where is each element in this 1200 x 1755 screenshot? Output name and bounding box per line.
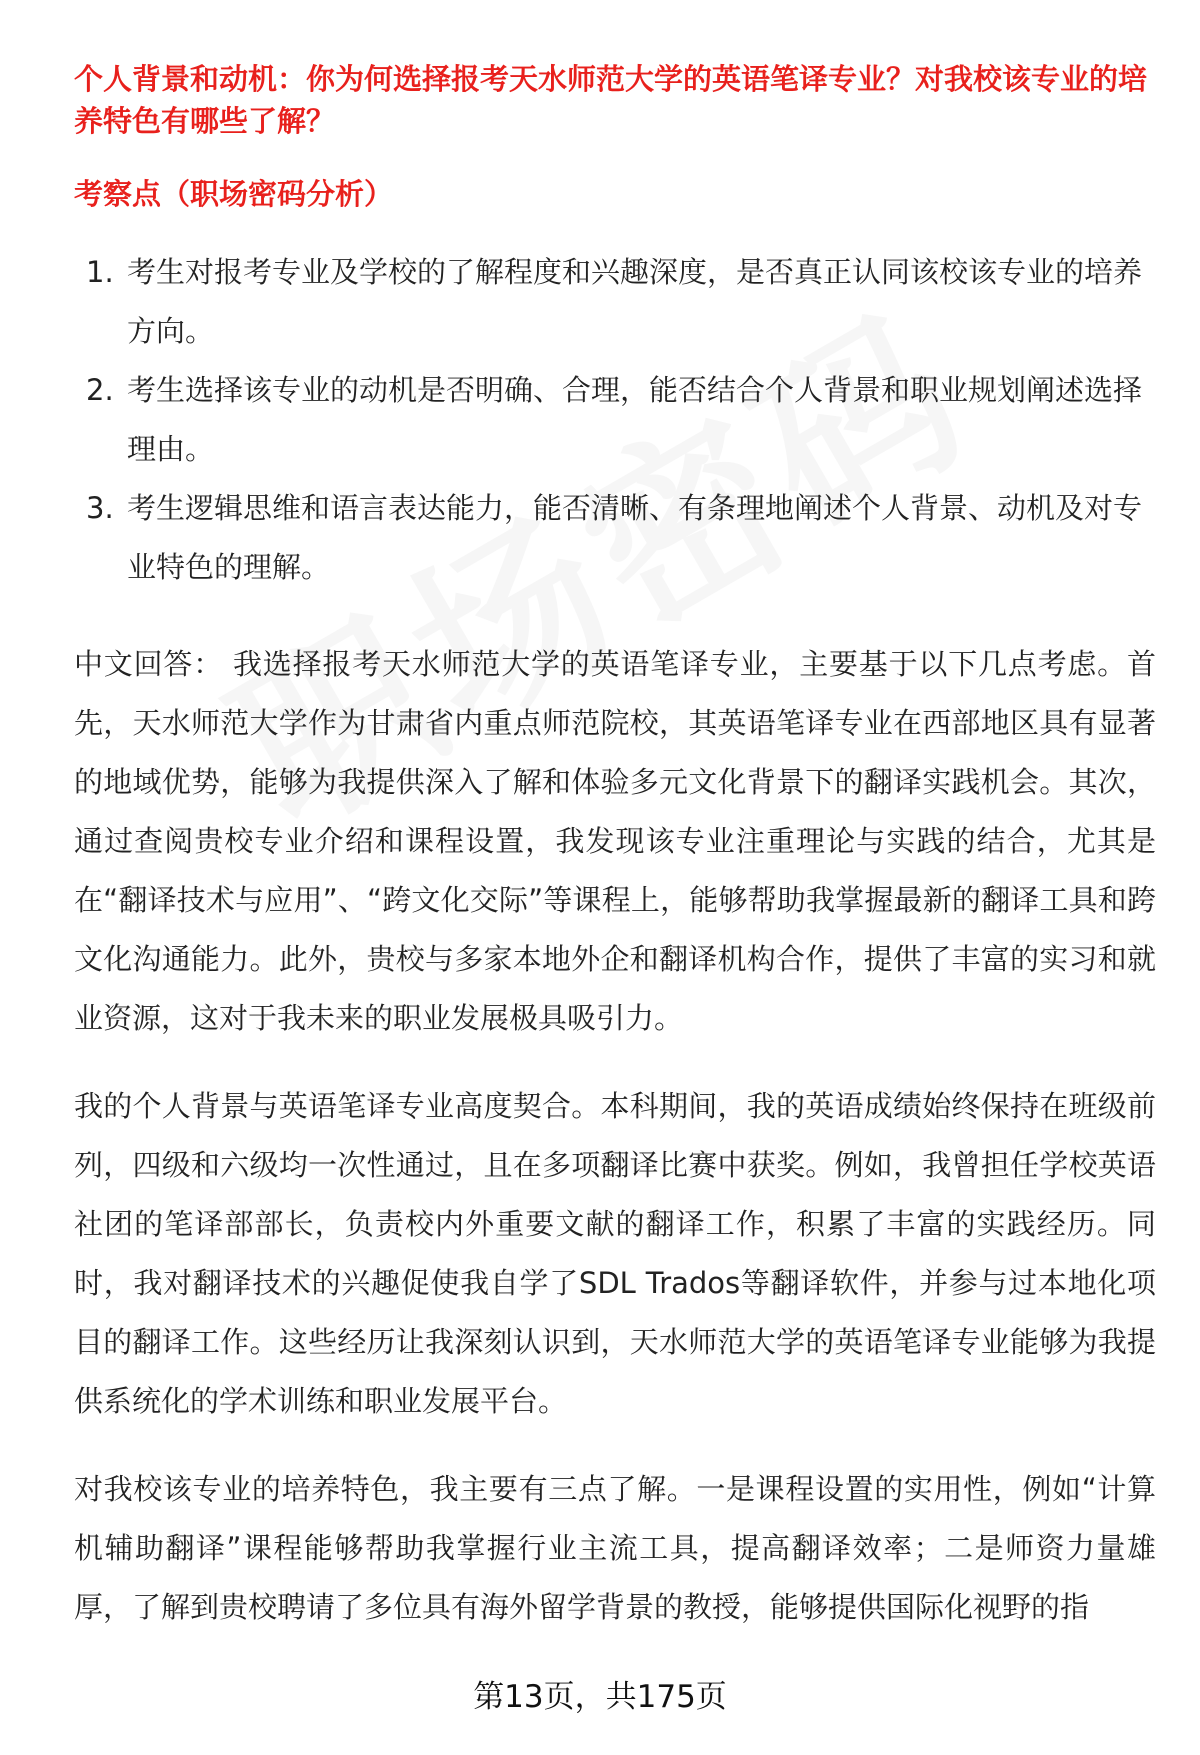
document-page [74, 58, 1156, 1637]
analysis-point [74, 243, 1156, 361]
analysis-points-list [74, 243, 1156, 597]
point-text: 考生逻辑思维和语言表达能力，能否清晰、有条理地阐述个人背景、动机及对专业特色的理解。 [127, 491, 1143, 584]
point-text: 考生选择该专业的动机是否明确、合理，能否结合个人背景和职业规划阐述选择理由。 [127, 373, 1143, 466]
point-number: 3. [86, 491, 114, 525]
point-text: 考生对报考专业及学校的了解程度和兴趣深度，是否真正认同该校该专业的培养方向。 [127, 255, 1143, 348]
point-number: 2. [86, 373, 114, 407]
analysis-point [74, 479, 1156, 597]
point-number: 1. [86, 255, 114, 289]
analysis-point [74, 361, 1156, 479]
question-title: 个人背景和动机：你为何选择报考天水师范大学的英语笔译专业？对我校该专业的培养特色有哪些了解？ [74, 62, 1148, 138]
answer-paragraph: 中文回答： 我选择报考天水师范大学的英语笔译专业，主要基于以下几点考虑。首先，天水师范大学作为甘肃省内重点师范院校，其英语笔译专业在西部地区具有显著的地域优势，能够为我提供深入了解和体验多元文化背景下的翻译实践机会。其次，通过查阅贵校专业介绍和课程设置，我发现该专业注重理论与实践的结合，尤其是在“翻译技术与应用”、“跨文化交际”等课程上，能够帮助我掌握最新的翻译工具和跨文化沟通能力。此外，贵校与多家本地外企和翻译机构合作，提供了丰富的实习和就业资源，这对于我未来的职业发展极具吸引力。 [74, 647, 1156, 1035]
answer-paragraph: 我的个人背景与英语笔译专业高度契合。本科期间，我的英语成绩始终保持在班级前列，四级和六级均一次性通过，且在多项翻译比赛中获奖。例如，我曾担任学校英语社团的笔译部部长，负责校内外重要文献的翻译工作，积累了丰富的实践经历。同时，我对翻译技术的兴趣促使我自学了SDL Trados等翻译软件，并参与过本地化项目的翻译工作。这些经历让我深刻认识到，天水师范大学的英语笔译专业能够为我提供系统化的学术训练和职业发展平台。 [74, 1089, 1156, 1418]
answer-paragraph: 对我校该专业的培养特色，我主要有三点了解。一是课程设置的实用性，例如“计算机辅助翻译”课程能够帮助我掌握行业主流工具，提高翻译效率；二是师资力量雄厚，了解到贵校聘请了多位具有海外留学背景的教授，能够提供国际化视野的指 [74, 1472, 1156, 1624]
page-number-footer: 第13页，共175页 [473, 1679, 727, 1715]
analysis-heading: 考察点（职场密码分析） [74, 177, 394, 211]
